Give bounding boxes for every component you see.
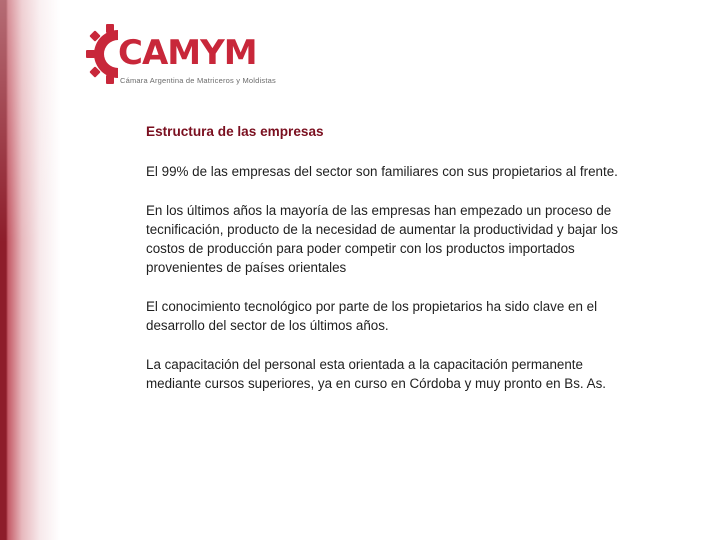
paragraph-technological-knowledge: El conocimiento tecnológico por parte de los propietarios ha sido clave en el desarrollo del sector de los últimos años.: [146, 299, 598, 333]
paragraph-staff-training: La capacitación del personal esta orientada a la capacitación permanente mediante cursos superiores, ya en curso en Córdoba y muy pronto en Bs. As.: [146, 357, 606, 391]
logo-subtitle: Cámara Argentina de Matriceros y Moldistas: [120, 76, 276, 85]
camym-logo: [86, 22, 276, 94]
slide-heading: Estructura de las empresas: [146, 124, 324, 139]
side-decoration-bar: [0, 0, 60, 540]
paragraph-family-companies: El 99% de las empresas del sector son familiares con sus propietarios al frente.: [146, 164, 618, 179]
paragraph-technification: En los últimos años la mayoría de las empresas han empezado un proceso de tecnificación, producto de la necesidad de aumentar la productividad y bajar los costos de producción para poder competir con los productos importados provenientes de países orientales: [146, 203, 618, 275]
slide-content: [146, 122, 632, 413]
logo-wordmark: CAMYM: [118, 33, 257, 73]
